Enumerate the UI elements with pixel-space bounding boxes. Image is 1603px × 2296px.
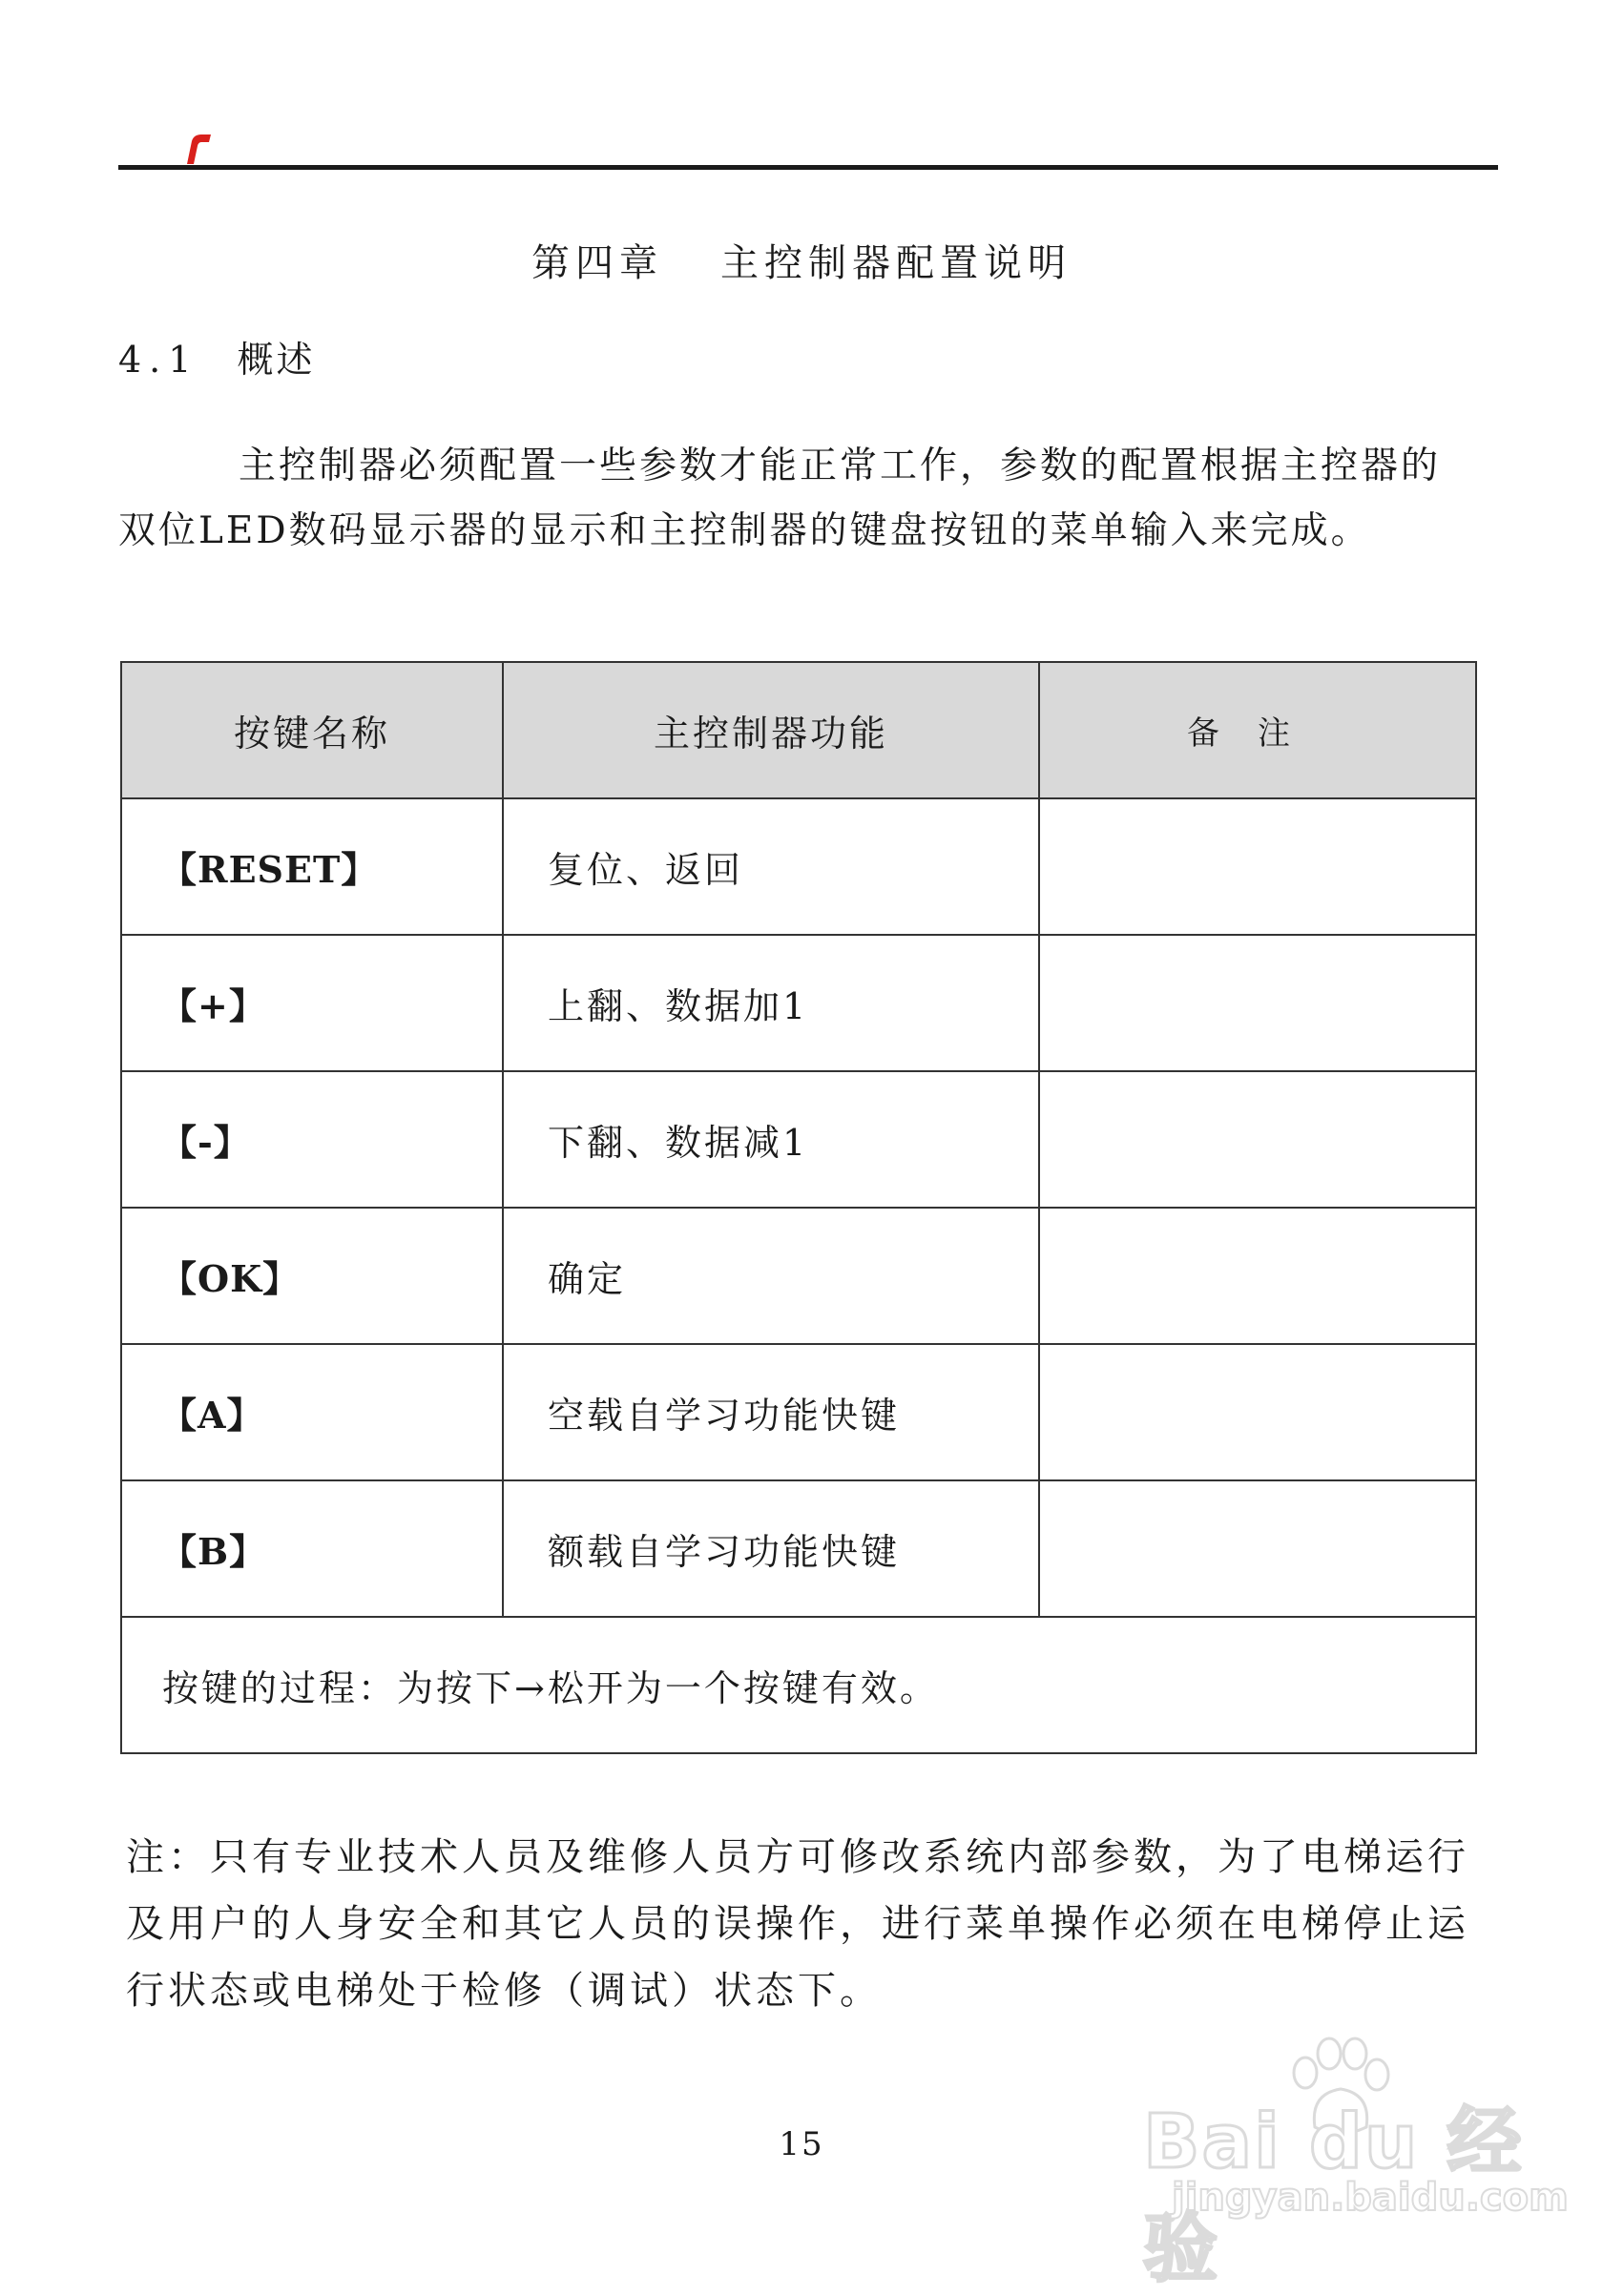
watermark-url: jingyan.baidu.com — [1172, 2176, 1569, 2220]
table-header-row — [121, 662, 1476, 798]
page-number: 15 — [779, 2125, 824, 2163]
table-row — [121, 1208, 1476, 1344]
key-cell: 【B】 — [121, 1480, 503, 1617]
chapter-name: 主控制器配置说明 — [720, 241, 1072, 285]
table-row — [121, 1071, 1476, 1208]
header-rule — [118, 165, 1498, 170]
table-row — [121, 798, 1476, 935]
chapter-number: 第四章 — [531, 241, 663, 285]
remark-cell — [1039, 1344, 1476, 1480]
section-number: 4.1 — [118, 339, 199, 381]
section-heading — [118, 334, 315, 385]
remark-cell — [1039, 935, 1476, 1071]
key-cell: 【+】 — [121, 935, 503, 1071]
table-row — [121, 935, 1476, 1071]
intro-paragraph: 主控制器必须配置一些参数才能正常工作，参数的配置根据主控器的双位LED数码显示器的显示和主控制器的键盘按钮的菜单输入来完成。 — [118, 445, 1442, 552]
header-remark: 备注 — [1039, 662, 1476, 798]
remark-cell — [1039, 1480, 1476, 1617]
watermark-brand: Bai du 经验 — [1143, 2099, 1524, 2292]
warning-note: 注：只有专业技术人员及维修人员方可修改系统内部参数，为了电梯运行及用户的人身安全和其它人员的误操作，进行菜单操作必须在电梯停止运行状态或电梯处于检修（调试）状态下。 — [126, 1835, 1469, 2013]
key-cell: 【OK】 — [121, 1208, 503, 1344]
remark-cell — [1039, 1208, 1476, 1344]
baidu-watermark — [1143, 2037, 1569, 2292]
brand-logo-icon — [183, 132, 212, 164]
table-row — [121, 1480, 1476, 1617]
function-cell: 上翻、数据加1 — [503, 935, 1039, 1071]
function-cell: 复位、返回 — [503, 798, 1039, 935]
function-cell: 确定 — [503, 1208, 1039, 1344]
function-cell: 额载自学习功能快键 — [503, 1480, 1039, 1617]
function-cell: 空载自学习功能快键 — [503, 1344, 1039, 1480]
section-title: 概述 — [237, 339, 316, 381]
key-function-table — [120, 661, 1477, 1754]
chapter-title — [0, 237, 1603, 290]
table-footnote-row — [121, 1617, 1476, 1753]
header-key-name: 按键名称 — [121, 662, 503, 798]
table-footnote: 按键的过程：为按下→松开为一个按键有效。 — [121, 1617, 1476, 1753]
remark-cell — [1039, 798, 1476, 935]
function-cell: 下翻、数据减1 — [503, 1071, 1039, 1208]
remark-cell — [1039, 1071, 1476, 1208]
header-function: 主控制器功能 — [503, 662, 1039, 798]
key-cell: 【A】 — [121, 1344, 503, 1480]
key-cell: 【RESET】 — [121, 798, 503, 935]
key-cell: 【-】 — [121, 1071, 503, 1208]
table-row — [121, 1344, 1476, 1480]
